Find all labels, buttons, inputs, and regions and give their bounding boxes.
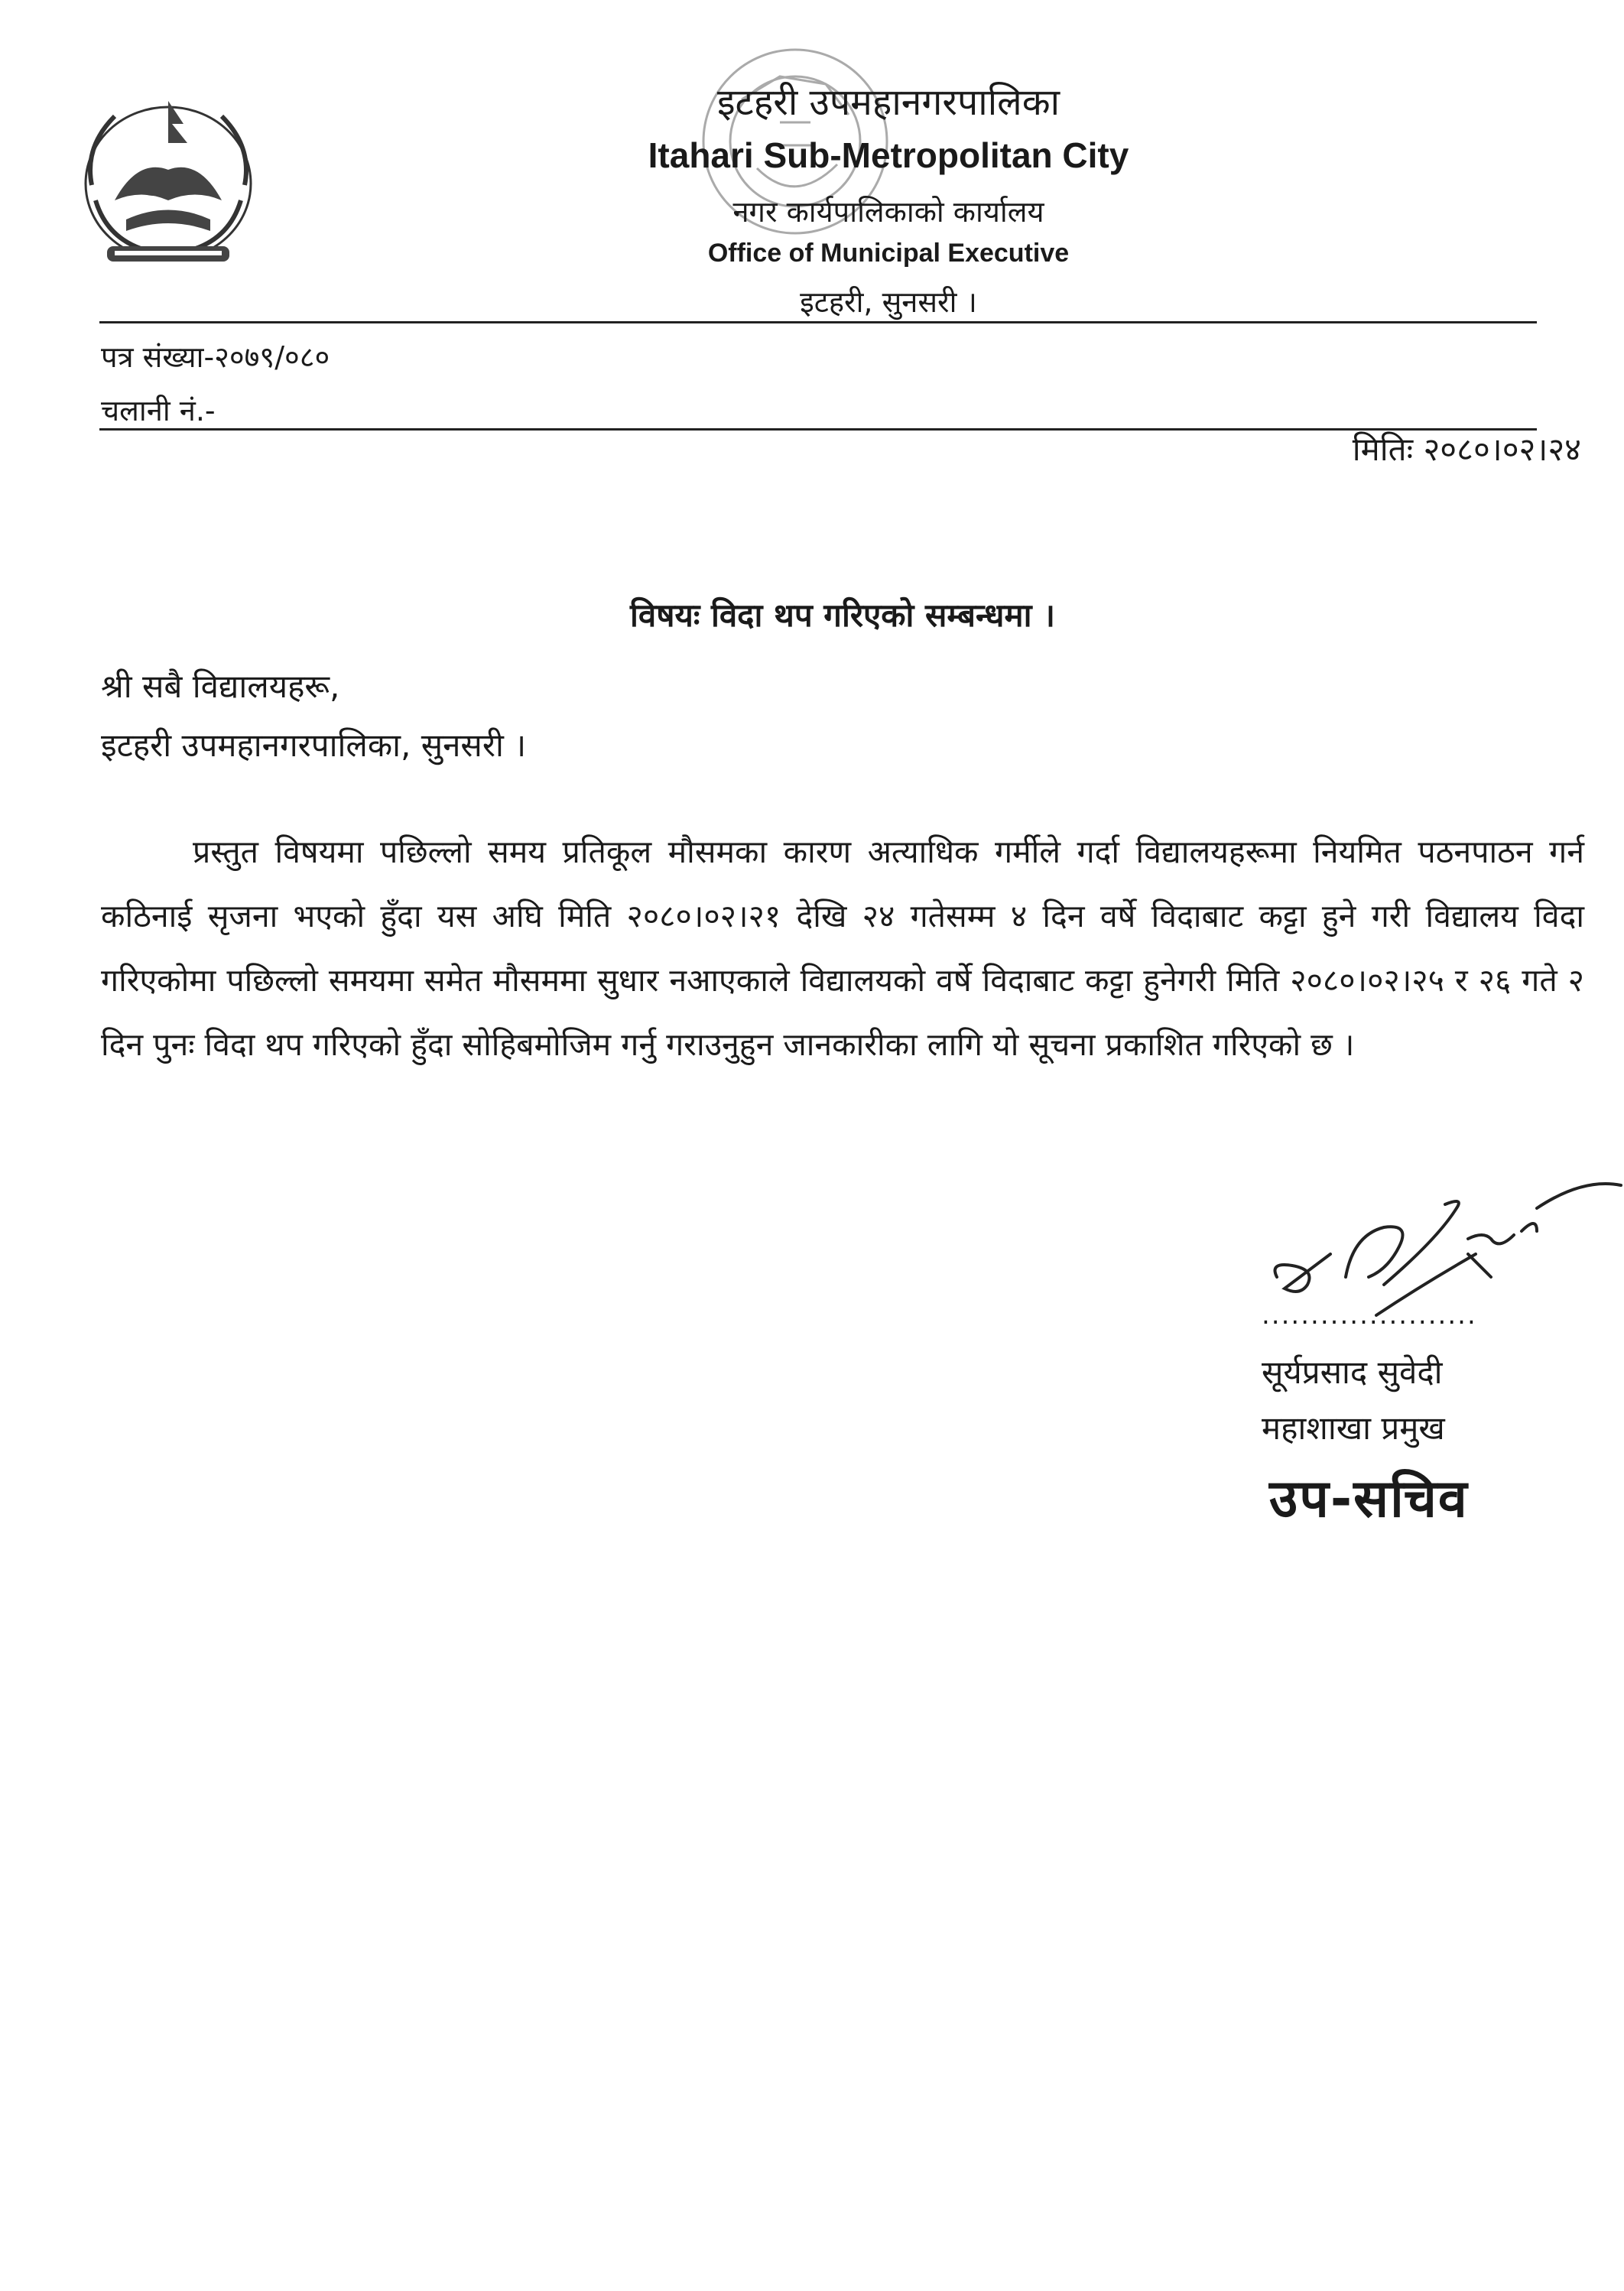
office-location: इटहरी, सुनसरी । <box>800 285 977 319</box>
dispatch-number: चलानी नं.- <box>101 394 216 427</box>
letter-reference-number: पत्र संख्या-२०७९/०८० <box>101 340 330 374</box>
municipality-name-nepali: इटहरी उपमहानगरपालिका <box>716 81 1060 124</box>
signer-name: सूर्यप्रसाद सुवेदी <box>1262 1353 1443 1391</box>
signer-designation: महाशाखा प्रमुख <box>1262 1409 1445 1447</box>
office-name-english: Office of Municipal Executive <box>707 239 1070 268</box>
signature-dotted-line: ...................... <box>1262 1300 1477 1331</box>
addressee-line-1: श्री सबै विद्यालयहरू, <box>101 668 340 705</box>
rank-stamp: उप-सचिव <box>1269 1469 1469 1529</box>
letter-subject: विषयः विदा थप गरिएको सम्बन्धमा । <box>629 596 1056 634</box>
addressee-line-2: इटहरी उपमहानगरपालिका, सुनसरी । <box>101 726 527 764</box>
office-name-nepali: नगर कार्यपालिकाको कार्यालय <box>732 195 1044 229</box>
letter-body: प्रस्तुत विषयमा पछिल्लो समय प्रतिकूल मौसमका कारण अत्याधिक गर्मीले गर्दा विद्यालयहरूमा नियमित पठनपाठन गर्न कठिनाई सृजना भएको हुँदा यस अघि मिति २०८०।०२।२१ देखि २४ गतेसम्म ४ दिन वर्षे विदाबाट कट्टा हुने गरी विद्यालय विदा गरिएकोमा पछिल्लो समयमा समेत मौसममा सुधार नआएकाले विद्यालयको वर्षे विदाबाट कट्टा हुनेगरी मिति २०८०।०२।२५ र २६ गते २ दिन पुनः विदा थप गरिएको हुँदा सोहिबमोजिम गर्नु गराउनुहुन जानकारीका लागि यो सूचना प्रकाशित गरिएको छ । <box>101 834 1584 1063</box>
meta-divider <box>99 428 1537 431</box>
header-divider <box>99 321 1537 323</box>
municipality-name-english: Itahari Sub-Metropolitan City <box>648 135 1129 175</box>
letter-date: मितिः २०८०।०२।२४ <box>1352 431 1581 468</box>
